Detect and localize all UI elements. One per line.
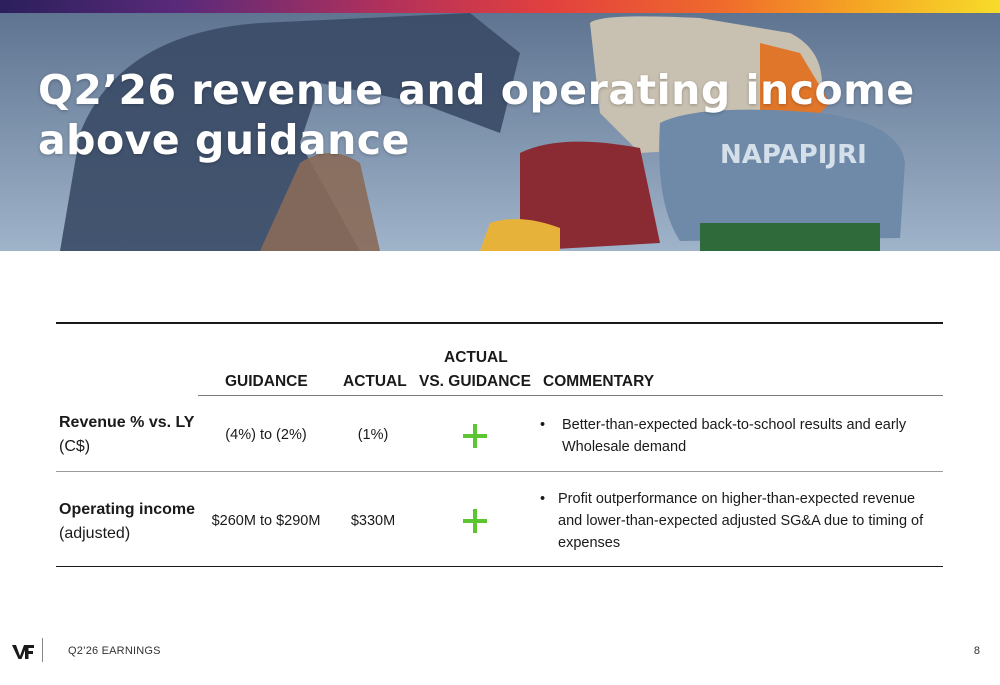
plus-icon — [463, 424, 487, 448]
row-revenue-commentary — [540, 414, 940, 458]
header-underline — [198, 395, 943, 396]
svg-text:NAPAPIJRI: NAPAPIJRI — [720, 140, 867, 170]
bullet-icon: • — [540, 417, 546, 433]
row-revenue-commentary-text: Better-than-expected back-to-school results and early Wholesale demand — [562, 417, 907, 455]
header-commentary: COMMENTARY — [543, 373, 655, 390]
footer-label: Q2’26 EARNINGS — [68, 645, 161, 657]
slide-title: Q2’26 revenue and operating income above guidance — [38, 66, 915, 164]
row-operating-income-label-sub: (adjusted) — [59, 525, 131, 542]
vf-logo-icon — [12, 643, 34, 661]
bullet-icon: • — [540, 491, 546, 507]
row-operating-income-commentary-text: Profit outperformance on higher-than-expected revenue and lower-than-expected adjusted SG&A due to timing of expenses — [558, 491, 924, 551]
plus-icon — [463, 509, 487, 533]
row-operating-income-guidance: $260M to $290M — [211, 513, 321, 529]
brand-gradient-stripe — [0, 0, 1000, 13]
row-revenue-actual: (1%) — [357, 427, 389, 443]
table-bottom-rule — [56, 566, 943, 567]
header-actual-vs-line1: ACTUAL — [444, 349, 508, 366]
row-operating-income-actual: $330M — [350, 513, 396, 529]
header-guidance: GUIDANCE — [225, 373, 308, 390]
row-divider — [56, 471, 943, 472]
row-operating-income-label — [59, 498, 195, 546]
row-revenue-label-sub: (C$) — [59, 438, 91, 455]
header-actual-vs-line2: VS. GUIDANCE — [419, 373, 531, 390]
table-top-rule — [56, 322, 943, 324]
footer-separator — [42, 638, 43, 662]
hero-banner — [0, 13, 1000, 251]
page-number: 8 — [973, 645, 980, 657]
row-operating-income-label-bold: Operating income — [59, 501, 196, 518]
row-revenue-label-bold: Revenue % vs. LY — [59, 414, 195, 431]
row-operating-income-commentary — [540, 488, 940, 554]
row-revenue-label — [59, 411, 194, 459]
row-revenue-guidance: (4%) to (2%) — [225, 427, 307, 443]
header-actual: ACTUAL — [343, 373, 407, 390]
